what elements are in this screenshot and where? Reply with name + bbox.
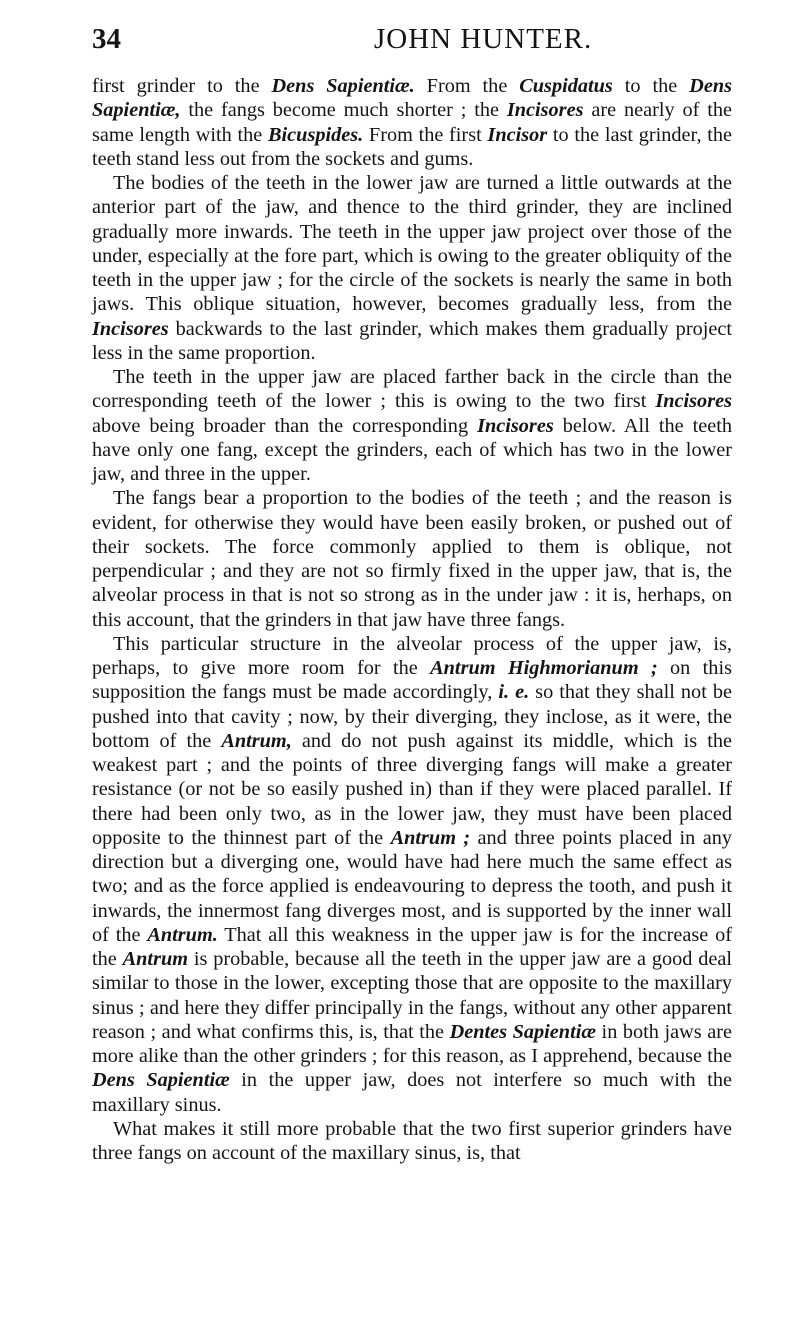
- text-run: in the upper jaw, does not interfere so much with the maxillary sinus.: [92, 1069, 732, 1116]
- text-run: above being broader than the corresponding: [92, 414, 478, 437]
- paragraph: [92, 486, 732, 632]
- text-run: to the: [612, 75, 690, 97]
- italic-term: Dens Sapientiæ.: [271, 75, 415, 97]
- text-run: to the last grinder, the teeth stand less out from the sockets and gums.: [92, 123, 732, 170]
- italic-term: Antrum.: [147, 923, 218, 946]
- page-header: [92, 23, 732, 63]
- text-run: is probable, because all the teeth in the upper jaw are a good deal similar to those in the lower, excepting those that are opposite to the maxillary sinus ; and here they differ principally in the fangs, without any other apparent reason ; and what confirms this, is, that the: [92, 948, 732, 1043]
- text-run: on this supposition the fangs must be made accordingly,: [92, 657, 732, 704]
- paragraph: [92, 74, 732, 171]
- italic-term: Incisores: [655, 390, 732, 413]
- text-run: backwards to the last grinder, which makes them gradually project less in the same proportion.: [92, 317, 732, 364]
- body-text: [92, 74, 732, 1165]
- text-run: so that they shall not be pushed into that cavity ; now, by their diverging, they inclose, as it were, the bottom of the: [92, 681, 732, 752]
- text-run: and three points placed in any direction but a diverging one, would have had here much the same effect as two; and as the force applied is endeavouring to depress the tooth, and push it inwards, the innermost fang diverges most, and is supported by the inner wall of the: [92, 826, 732, 946]
- italic-term: Bicuspides.: [268, 123, 364, 146]
- page-number: 34: [92, 23, 121, 55]
- italic-term: Incisores: [477, 414, 554, 437]
- text-run: From the first: [363, 123, 488, 146]
- italic-term: Antrum: [122, 948, 189, 970]
- running-head: JOHN HUNTER.: [374, 23, 593, 55]
- text-run: The teeth in the upper jaw are placed farther back in the circle than the corresponding teeth of the lower ; this is owing to the two first: [92, 366, 732, 413]
- italic-term: Dentes Sapientiæ: [449, 1020, 596, 1043]
- text-run: That all this weakness in the upper jaw is for the increase of the: [92, 923, 733, 970]
- text-run: From the: [414, 75, 520, 97]
- paragraph: [92, 171, 732, 365]
- italic-term: Dens Sapientiæ,: [92, 75, 732, 122]
- text-run: below. All the teeth have only one fang, except the grinders, each of which has two in the lower jaw, and three in the upper.: [92, 414, 733, 485]
- italic-term: i. e.: [498, 681, 530, 704]
- text-run: What makes it still more probable that the two first superior grinders have three fangs on account of the maxillary sinus, is, that: [92, 1117, 732, 1164]
- text-run: first grinder to the: [92, 75, 272, 97]
- text-run: The bodies of the teeth in the lower jaw are turned a little outwards at the anterior part of the jaw, and thence to the third grinder, they are inclined gradually more inwards. The teeth in the upper jaw project over those of the under, especially at the fore part, which is owing to the greater obliquity of the teeth in the upper jaw ; for the circle of the sockets is nearly the same in both jaws. This oblique situation, however, becomes gradually less, from the: [92, 172, 732, 316]
- italic-term: Antrum,: [221, 729, 292, 752]
- paragraph: [92, 1117, 732, 1166]
- text-run: are nearly of the same length with the: [92, 99, 732, 146]
- paragraph: [92, 632, 732, 1117]
- italic-term: Cuspidatus: [519, 75, 613, 97]
- italic-term: Antrum ;: [390, 826, 471, 849]
- italic-term: Incisor: [487, 123, 548, 146]
- text-run: and do not push against its middle, which is the weakest part ; and the points of three diverging fangs will make a greater resistance (or not be so easily pushed in) than if they were placed parallel. If there had been only two, as in the lower jaw, they must have been placed opposite to the thinnest part of the: [92, 729, 732, 849]
- paragraph: [92, 365, 732, 486]
- text-run: the fangs become much shorter ; the: [180, 99, 507, 122]
- text-run: The fangs bear a proportion to the bodies of the teeth ; and the reason is evident, for otherwise they would have been easily broken, or pushed out of their sockets. The force commonly applied to them is oblique, not perpendicular ; and they are not so firmly fixed in the upper jaw, that is, the alveolar process in that is not so strong as in the under jaw : it is, herhaps, on this account, that the grinders in that jaw have three fangs.: [92, 487, 732, 631]
- italic-term: Incisores: [506, 99, 584, 122]
- italic-term: Incisores: [92, 317, 169, 340]
- text-run: in both jaws are more alike than the other grinders ; for this reason, as I apprehend, because the: [92, 1020, 733, 1067]
- italic-term: Antrum Highmorianum ;: [430, 657, 658, 679]
- italic-term: Dens Sapientiæ: [92, 1069, 230, 1092]
- text-run: This particular structure in the alveolar process of the upper jaw, is, perhaps, to give more room for the: [92, 632, 732, 679]
